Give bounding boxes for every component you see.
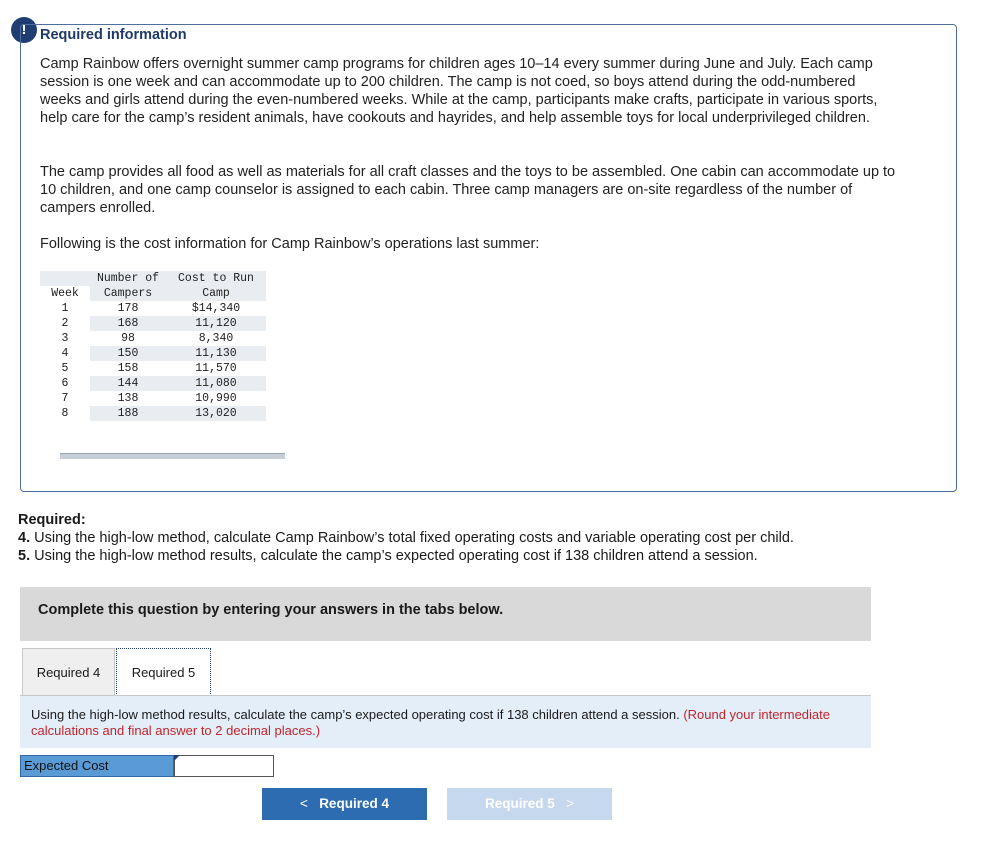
table-row bbox=[40, 346, 266, 361]
table-row bbox=[40, 331, 266, 346]
table-bottom-rule bbox=[60, 453, 285, 459]
input-flag-icon bbox=[174, 755, 180, 761]
campers-cell: 98 bbox=[121, 332, 135, 345]
tab-required-4[interactable]: Required 4 bbox=[22, 648, 115, 696]
cost-cell: $14,340 bbox=[191, 302, 241, 315]
cost-cell: 8,340 bbox=[198, 332, 234, 345]
campers-cell: 150 bbox=[90, 346, 166, 361]
alert-icon: ! bbox=[11, 17, 37, 43]
info-paragraph-1: Camp Rainbow offers overnight summer camp programs for children ages 10–14 every summer during June and July. Each camp session is one week and can accommodate up to 200 children. The camp is not coed, so boys attend during the odd-numbered weeks and girls attend during the even-numbered weeks. While at the camp, participants make crafts, participate in various sports, help care for the camp’s resident animals, have cookouts and hayrides, and help assemble toys for local underprivileged children. bbox=[40, 56, 878, 126]
week-cell: 5 bbox=[61, 362, 69, 375]
info-paragraph-2: The camp provides all food as well as materials for all craft classes and the toys to be assembled. One cabin can accommodate up to 10 children, and one camp counselor is assigned to each cabin. Three camp managers are on-site regardless of the number of campers enrolled. bbox=[40, 164, 896, 216]
expected-cost-label: Expected Cost bbox=[20, 755, 174, 777]
week-cell: 2 bbox=[61, 317, 69, 330]
campers-cell: 158 bbox=[117, 362, 139, 375]
prev-required-4-button[interactable] bbox=[262, 788, 427, 820]
header-cost-bottom: Camp bbox=[166, 286, 266, 301]
info-title: Required information bbox=[40, 27, 187, 43]
campers-cell: 144 bbox=[90, 376, 166, 391]
required-item-5-number: 5. bbox=[18, 548, 31, 564]
week-cell: 1 bbox=[61, 302, 69, 315]
cost-cell: 11,570 bbox=[195, 362, 237, 375]
required-item-4 bbox=[18, 529, 794, 547]
required-item-4-number: 4. bbox=[18, 530, 31, 546]
cost-table bbox=[40, 271, 266, 421]
week-cell: 8 bbox=[61, 407, 69, 420]
next-required-5-button[interactable] bbox=[447, 788, 612, 820]
campers-cell: 138 bbox=[117, 392, 139, 405]
header-week-blank bbox=[40, 271, 90, 286]
prev-button-label: Required 4 bbox=[319, 796, 389, 811]
header-cost-top: Cost to Run bbox=[166, 271, 266, 286]
table-row bbox=[40, 316, 266, 331]
chevron-left-icon: < bbox=[300, 796, 308, 811]
info-paragraph-3: Following is the cost information for Camp Rainbow’s operations last summer: bbox=[40, 236, 540, 252]
instruction-bar: Complete this question by entering your answers in the tabs below. bbox=[20, 587, 871, 641]
week-cell: 6 bbox=[61, 377, 69, 390]
question-text: Using the high-low method results, calculate the camp’s expected operating cost if 138 children attend a session. bbox=[31, 707, 680, 722]
cost-cell: 11,080 bbox=[166, 376, 266, 391]
cost-cell: 11,120 bbox=[166, 316, 266, 331]
expected-cost-input[interactable] bbox=[174, 755, 274, 777]
required-item-5 bbox=[18, 547, 794, 565]
table-row bbox=[40, 301, 266, 316]
cost-cell: 10,990 bbox=[195, 392, 237, 405]
cost-cell: 11,130 bbox=[166, 346, 266, 361]
campers-cell: 168 bbox=[90, 316, 166, 331]
required-item-4-text: Using the high-low method, calculate Camp Rainbow’s total fixed operating costs and variable operating cost per child. bbox=[34, 530, 794, 546]
next-button-label: Required 5 bbox=[485, 796, 555, 811]
table-row bbox=[40, 391, 266, 406]
week-cell: 4 bbox=[61, 347, 69, 360]
chevron-right-icon: > bbox=[566, 796, 574, 811]
header-week: Week bbox=[51, 287, 79, 300]
table-row bbox=[40, 406, 266, 421]
header-campers-bottom: Campers bbox=[90, 286, 166, 301]
cost-cell: 13,020 bbox=[166, 406, 266, 421]
table-row bbox=[40, 361, 266, 376]
tab-required-5[interactable]: Required 5 bbox=[116, 648, 211, 696]
question-box bbox=[20, 696, 871, 748]
header-campers-top: Number of bbox=[90, 271, 166, 286]
campers-cell: 188 bbox=[90, 406, 166, 421]
week-cell: 7 bbox=[61, 392, 69, 405]
table-row bbox=[40, 376, 266, 391]
campers-cell: 178 bbox=[117, 302, 139, 315]
required-label: Required: bbox=[18, 512, 86, 528]
required-list bbox=[18, 511, 794, 565]
rounding-note: (Round your intermediate calculations and final answer to 2 decimal places.) bbox=[31, 707, 831, 738]
required-item-5-text: Using the high-low method results, calculate the camp’s expected operating cost if 138 children attend a session. bbox=[34, 548, 758, 564]
week-cell: 3 bbox=[61, 332, 69, 345]
